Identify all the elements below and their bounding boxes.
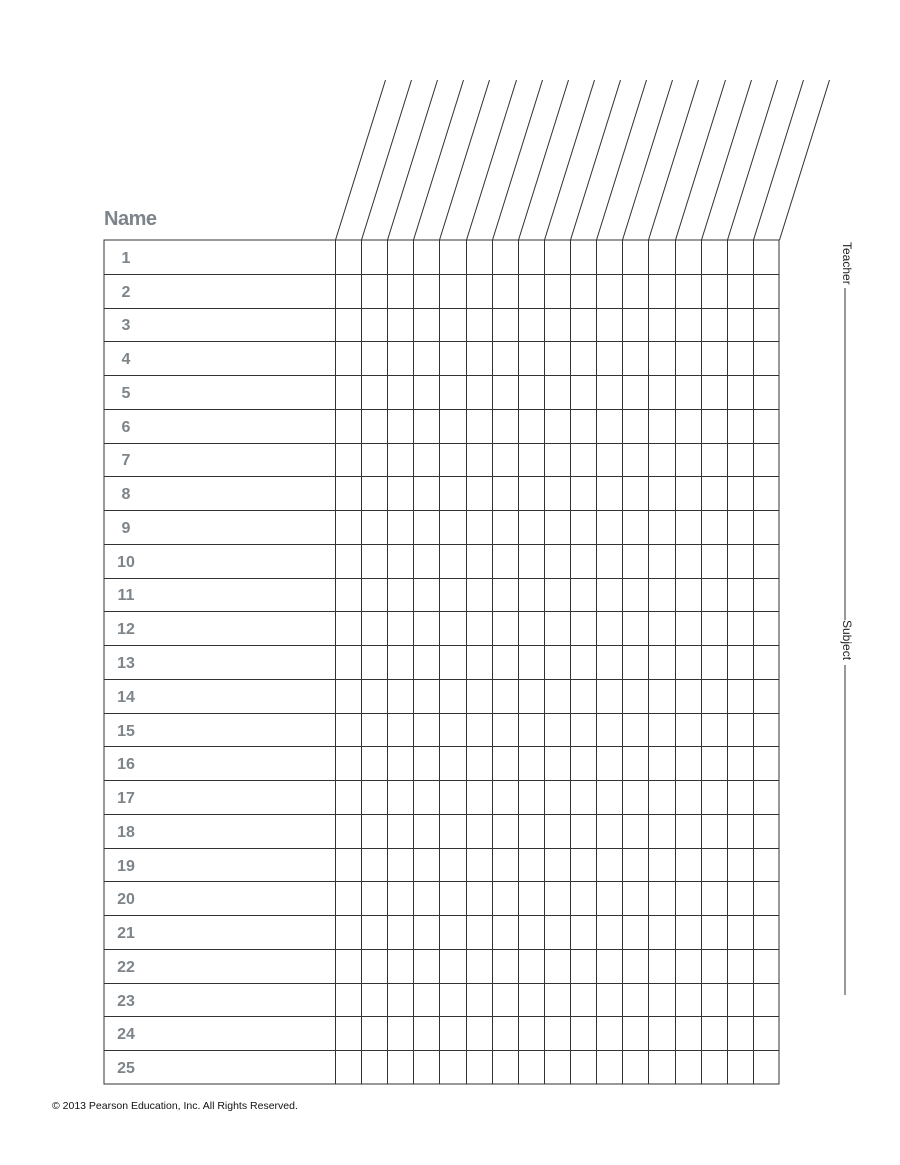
row-number: 3 — [121, 317, 131, 334]
column-header-slant — [649, 80, 699, 240]
row-number: 18 — [117, 824, 135, 841]
row-number: 6 — [121, 419, 131, 436]
column-header-slant — [440, 80, 490, 240]
column-header-slants — [336, 80, 830, 240]
row-number: 25 — [117, 1060, 135, 1077]
subject-label: Subject — [840, 620, 854, 661]
row-number: 12 — [117, 621, 135, 638]
column-header-slant — [545, 80, 595, 240]
column-header-slant — [388, 80, 438, 240]
column-header-slant — [597, 80, 647, 240]
row-number: 7 — [121, 452, 131, 469]
row-number: 16 — [117, 756, 135, 773]
teacher-field[interactable] — [840, 242, 854, 620]
column-header-slant — [414, 80, 464, 240]
row-number: 21 — [117, 925, 135, 942]
column-header-slant — [676, 80, 726, 240]
row-number: 11 — [117, 587, 135, 604]
row-number: 15 — [117, 723, 135, 740]
row-number: 17 — [117, 790, 135, 807]
teacher-label: Teacher — [840, 242, 854, 285]
row-number: 5 — [121, 385, 131, 402]
row-number: 24 — [117, 1026, 135, 1043]
copyright-notice: © 2013 Pearson Education, Inc. All Rights Reserved. — [52, 1100, 298, 1112]
grade-grid — [104, 240, 779, 1084]
row-number: 20 — [117, 891, 135, 908]
row-number: 9 — [121, 520, 131, 537]
name-column-header: Name — [104, 208, 157, 230]
row-number: 10 — [117, 554, 135, 571]
row-number: 8 — [121, 486, 131, 503]
column-header-slant — [493, 80, 543, 240]
grid-border — [104, 240, 779, 1084]
row-number: 23 — [117, 993, 135, 1010]
row-number: 13 — [117, 655, 135, 672]
subject-field[interactable] — [840, 620, 854, 995]
column-header-slant — [467, 80, 517, 240]
column-header-slant — [571, 80, 621, 240]
column-header-slant — [623, 80, 673, 240]
column-header-slant — [702, 80, 752, 240]
row-number-labels — [117, 250, 135, 1077]
row-number: 22 — [117, 959, 135, 976]
column-header-slant — [362, 80, 412, 240]
row-number: 14 — [117, 689, 135, 706]
row-number: 4 — [121, 351, 131, 368]
column-header-slant — [336, 80, 386, 240]
row-number: 1 — [121, 250, 131, 267]
column-header-slant — [780, 80, 830, 240]
column-header-slant — [754, 80, 804, 240]
column-header-slant — [519, 80, 569, 240]
column-header-slant — [728, 80, 778, 240]
row-number: 19 — [117, 858, 135, 875]
row-number: 2 — [121, 284, 131, 301]
